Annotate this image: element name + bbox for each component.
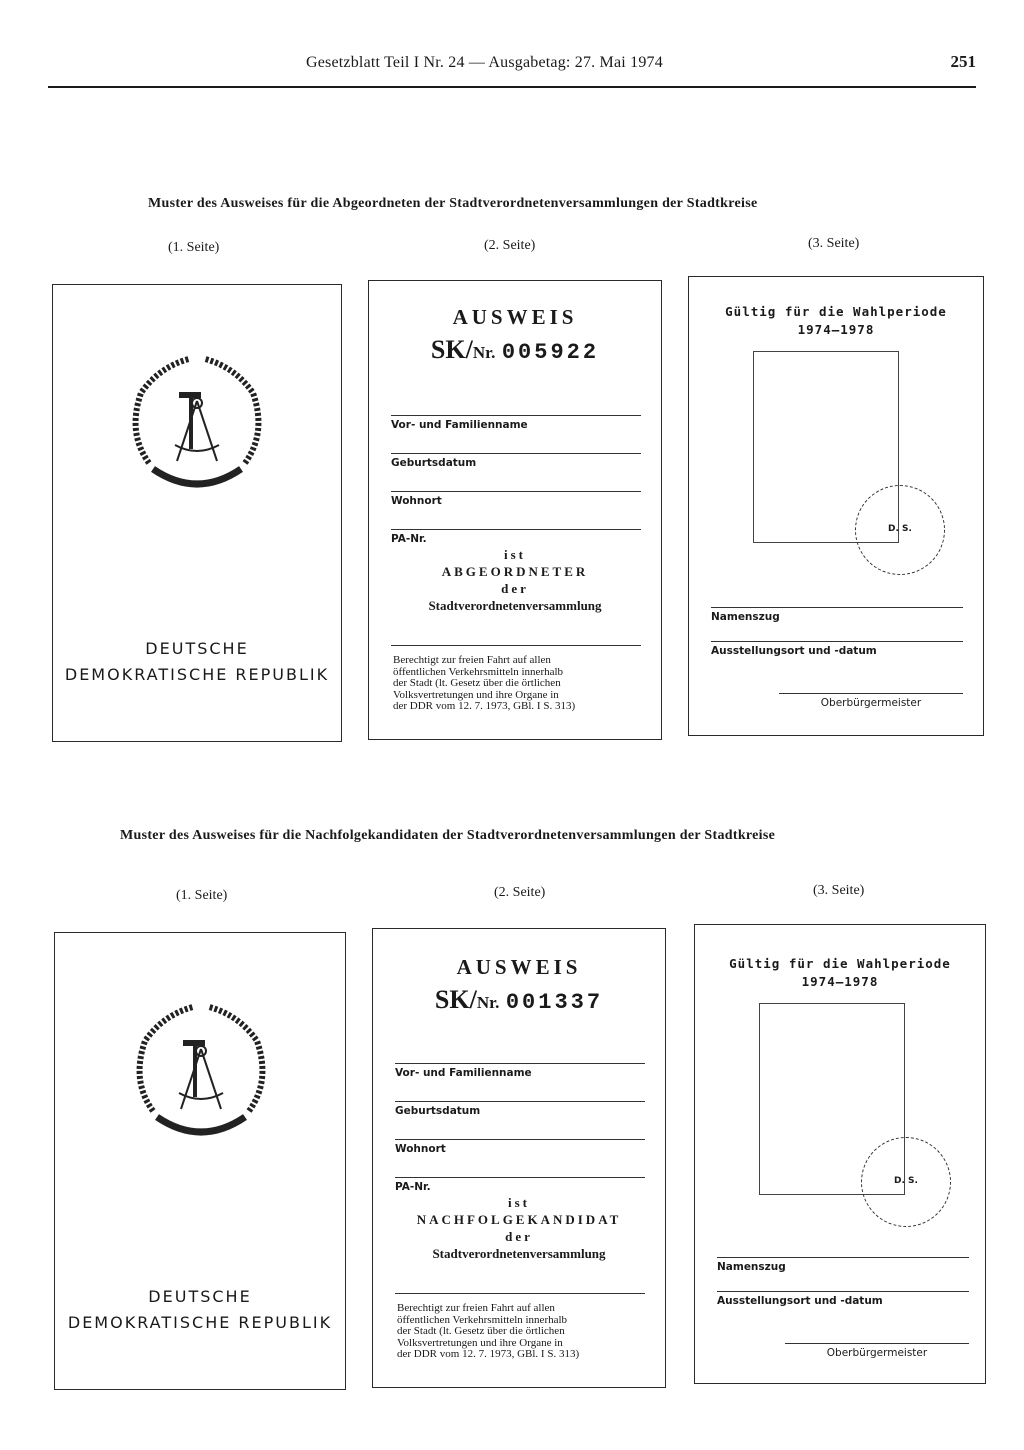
field-label-residence: Wohnort — [395, 1143, 446, 1155]
page-header — [48, 50, 976, 92]
valid-period-years: 1974—1978 — [801, 974, 879, 989]
field-line — [391, 645, 641, 646]
field-line — [395, 1293, 645, 1294]
section-title: Muster des Ausweises für die Nachfolgekandidaten der Stadtverordnetenversammlungen der Stadtkreise — [120, 828, 776, 843]
official-line — [779, 693, 963, 694]
page-number: 251 — [950, 52, 976, 71]
id-card-cover — [54, 932, 346, 1390]
serial-number: 001337 — [505, 990, 604, 1015]
field-line — [391, 453, 641, 454]
series-code: SK/ — [430, 335, 473, 364]
nr-label: Nr. — [476, 993, 500, 1012]
body-text: Stadtverordnetenversammlung — [428, 598, 602, 613]
state-emblem-icon — [123, 1001, 279, 1149]
travel-note: Berechtigt zur freien Fahrt auf allen öffentlichen Verkehrsmitteln innerhalb der Stadt (lt. Gesetz über die örtlichen Volksvertretungen und ihre Organe in der DDR vom 12. 7. 1973, GBl. I S. 313) — [393, 654, 576, 712]
nr-label: Nr. — [472, 343, 496, 362]
field-label-birthdate: Geburtsdatum — [391, 457, 477, 469]
page-label-2: (2. Seite) — [484, 238, 536, 253]
valid-period-label: Gültig für die Wahlperiode — [729, 956, 951, 971]
signature-label: Namenszug — [711, 611, 780, 623]
field-line — [391, 491, 641, 492]
field-label-pa-nr: PA-Nr. — [391, 533, 427, 545]
id-card-details — [372, 928, 666, 1388]
travel-note: Berechtigt zur freien Fahrt auf allen öffentlichen Verkehrsmitteln innerhalb der Stadt (lt. Gesetz über die örtlichen Volksvertretungen und ihre Organe in der DDR vom 12. 7. 1973, GBl. I S. 313) — [397, 1302, 580, 1360]
id-card-validity — [688, 276, 984, 736]
field-line — [395, 1101, 645, 1102]
field-label-residence: Wohnort — [391, 495, 442, 507]
role-text: ABGEORDNETER — [441, 564, 589, 579]
card-number — [373, 985, 665, 1015]
series-code: SK/ — [434, 985, 477, 1014]
field-line — [395, 1063, 645, 1064]
place-date-label: Ausstellungsort und -datum — [711, 645, 877, 657]
page-label-2: (2. Seite) — [494, 885, 546, 900]
section-title: Muster des Ausweises für die Abgeordneten der Stadtverordnetenversammlungen der Stadtkreise — [148, 196, 758, 211]
signature-line — [711, 607, 963, 608]
official-line — [785, 1343, 969, 1344]
signature-label: Namenszug — [717, 1261, 786, 1273]
ausweis-heading: AUSWEIS — [452, 305, 578, 329]
id-card-cover — [52, 284, 342, 742]
id-card-validity — [694, 924, 986, 1384]
official-seal: D. S. — [855, 485, 945, 575]
der-text: der — [501, 581, 529, 596]
valid-period-label: Gültig für die Wahlperiode — [725, 304, 947, 319]
country-name-line2: DEMOKRATISCHE REPUBLIK — [67, 1313, 333, 1332]
country-name-line1: DEUTSCHE — [145, 639, 249, 658]
official-label: Oberbürgermeister — [820, 697, 922, 709]
der-text: der — [505, 1229, 533, 1244]
official-seal: D. S. — [861, 1137, 951, 1227]
body-text: Stadtverordnetenversammlung — [432, 1246, 606, 1261]
field-line — [391, 529, 641, 530]
page-label-1: (1. Seite) — [168, 240, 220, 255]
ist-text: ist — [504, 547, 526, 562]
country-name-line1: DEUTSCHE — [148, 1287, 252, 1306]
ist-text: ist — [508, 1195, 530, 1210]
place-date-line — [711, 641, 963, 642]
field-line — [395, 1177, 645, 1178]
field-label-pa-nr: PA-Nr. — [395, 1181, 431, 1193]
place-date-line — [717, 1291, 969, 1292]
card-number — [369, 335, 661, 365]
state-emblem-icon — [119, 353, 275, 501]
page-label-1: (1. Seite) — [176, 888, 228, 903]
field-label-name: Vor- und Familienname — [395, 1067, 532, 1079]
page-label-3: (3. Seite) — [808, 236, 860, 251]
role-text: NACHFOLGEKANDIDAT — [416, 1212, 622, 1227]
field-line — [391, 415, 641, 416]
header-title: Gesetzblatt Teil I Nr. 24 — Ausgabetag: 27. Mai 1974 — [306, 54, 663, 71]
valid-period-years: 1974—1978 — [797, 322, 875, 337]
field-label-birthdate: Geburtsdatum — [395, 1105, 481, 1117]
country-name-line2: DEMOKRATISCHE REPUBLIK — [64, 665, 330, 684]
signature-line — [717, 1257, 969, 1258]
field-line — [395, 1139, 645, 1140]
id-card-details — [368, 280, 662, 740]
header-rule — [48, 86, 976, 88]
official-label: Oberbürgermeister — [826, 1347, 928, 1359]
ausweis-heading: AUSWEIS — [456, 955, 582, 979]
serial-number: 005922 — [501, 340, 600, 365]
page-label-3: (3. Seite) — [813, 883, 865, 898]
field-label-name: Vor- und Familienname — [391, 419, 528, 431]
place-date-label: Ausstellungsort und -datum — [717, 1295, 883, 1307]
